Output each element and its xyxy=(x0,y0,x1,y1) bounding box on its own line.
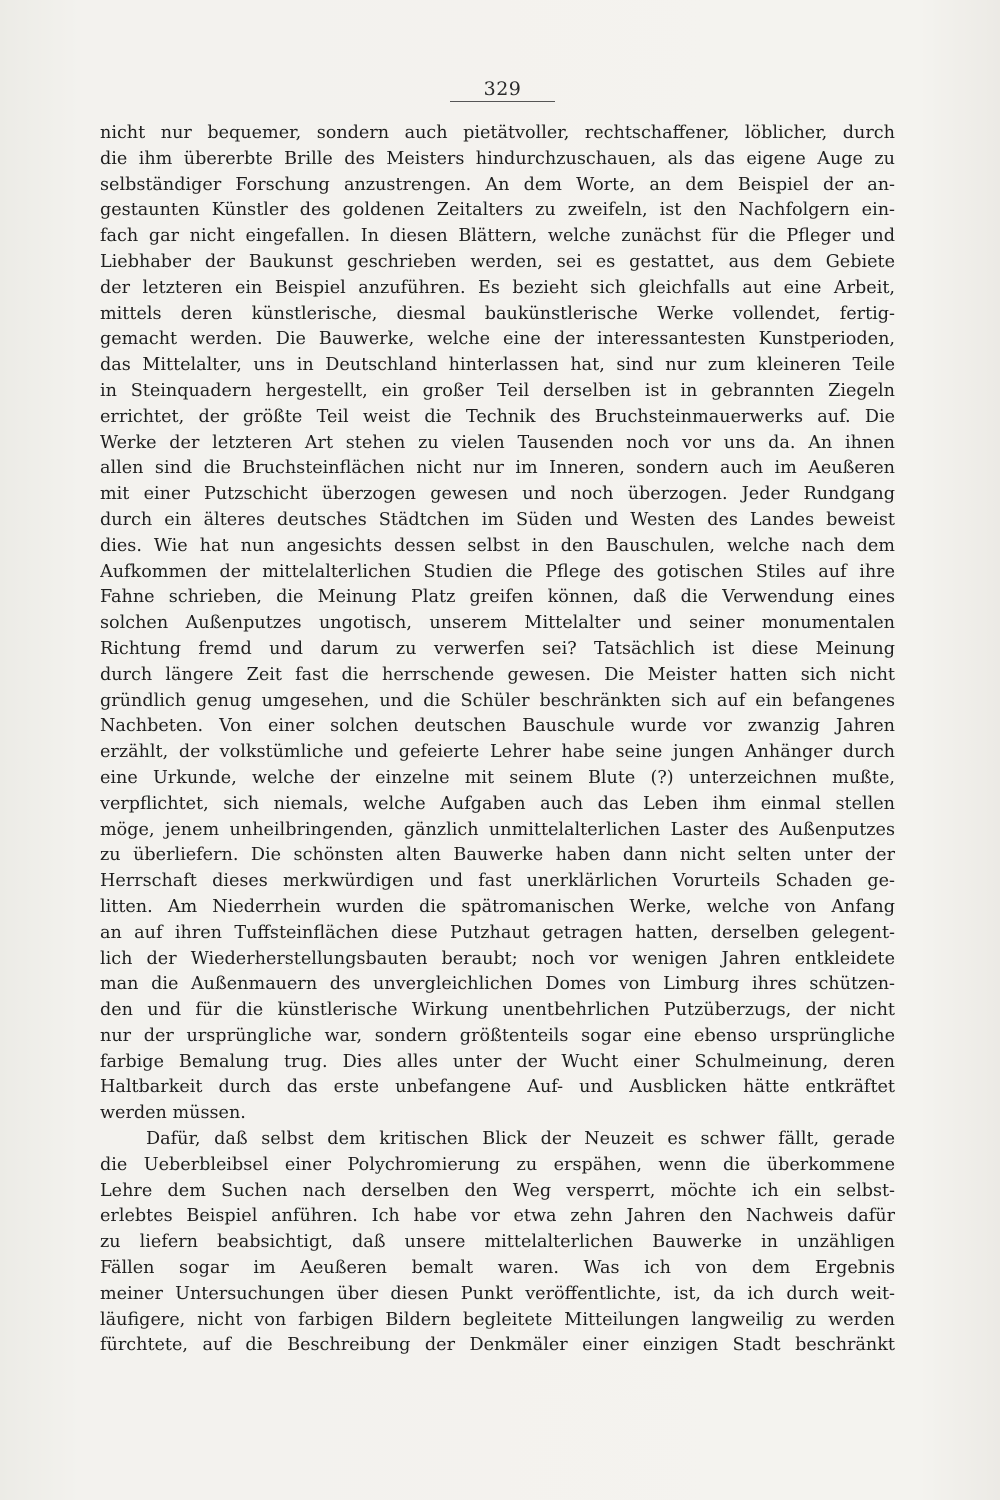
text-line: den und für die künstlerische Wirkung unentbehrlichen Putzüberzugs, der nicht xyxy=(100,1000,895,1021)
text-line: meiner Untersuchungen über diesen Punkt veröffentlichte, ist, da ich durch weit- xyxy=(100,1283,895,1304)
header-rule xyxy=(450,101,555,102)
text-line: eine Urkunde, welche der einzelne mit seinem Blute (?) unterzeichnen mußte, xyxy=(100,767,895,788)
text-line: fach gar nicht eingefallen. In diesen Blättern, welche zunächst für die Pfleger und xyxy=(100,226,895,247)
text-line: lich der Wiederherstellungsbauten beraubt; noch vor wenigen Jahren entkleidete xyxy=(100,948,895,969)
text-line: verpflichtet, sich niemals, welche Aufgaben auch das Leben ihm einmal stellen xyxy=(100,793,895,814)
text-line: selbständiger Forschung anzustrengen. An dem Worte, an dem Beispiel der an- xyxy=(100,174,895,195)
text-line: durch ein älteres deutsches Städtchen im Süden und Westen des Landes beweist xyxy=(100,509,895,530)
text-line: gemacht werden. Die Bauwerke, welche eine der interessantesten Kunstperioden, xyxy=(100,329,895,350)
text-line: farbige Bemalung trug. Dies alles unter der Wucht einer Schulmeinung, deren xyxy=(100,1051,895,1072)
page-header xyxy=(450,78,555,102)
text-line: das Mittelalter, uns in Deutschland hinterlassen hat, sind nur zum kleineren Teile xyxy=(100,355,895,376)
text-line: werden müssen. xyxy=(100,1103,246,1124)
text-line: die ihm übererbte Brille des Meisters hindurchzuschauen, als das eigene Auge zu xyxy=(100,148,895,169)
text-line: gestaunten Künstler des goldenen Zeitalters zu zweifeln, ist den Nachfolgern ein- xyxy=(100,200,895,221)
text-line: errichtet, der größte Teil weist die Technik des Bruchsteinmauerwerks auf. Die xyxy=(100,406,895,427)
text-line: in Steinquadern hergestellt, ein großer Teil derselben ist in gebrannten Ziegeln xyxy=(100,380,895,401)
text-line: erzählt, der volkstümliche und gefeierte Lehrer habe seine jungen Anhänger durch xyxy=(100,742,895,763)
text-line: der letzteren ein Beispiel anzuführen. Es bezieht sich gleichfalls aut eine Arbeit, xyxy=(100,277,895,298)
text-line: allen sind die Bruchsteinflächen nicht nur im Inneren, sondern auch im Aeußeren xyxy=(100,458,895,479)
text-line: durch längere Zeit fast die herrschende gewesen. Die Meister hatten sich nicht xyxy=(100,664,895,685)
text-line: Richtung fremd und darum zu verwerfen sei? Tatsächlich ist diese Meinung xyxy=(100,638,895,659)
text-line: mit einer Putzschicht überzogen gewesen und noch überzogen. Jeder Rundgang xyxy=(100,484,895,505)
text-line: Herrschaft dieses merkwürdigen und fast unerklärlichen Vorurteils Schaden ge- xyxy=(100,871,895,892)
text-line: Haltbarkeit durch das erste unbefangene Auf- und Ausblicken hätte entkräftet xyxy=(100,1077,895,1098)
text-line: Liebhaber der Baukunst geschrieben werden, sei es gestattet, aus dem Gebiete xyxy=(100,251,895,272)
text-line: Nachbeten. Von einer solchen deutschen Bauschule wurde vor zwanzig Jahren xyxy=(100,716,895,737)
text-line: solchen Außenputzes ungotisch, unserem Mittelalter und seiner monumentalen xyxy=(100,613,895,634)
text-line: fürchtete, auf die Beschreibung der Denkmäler einer einzigen Stadt beschränkt xyxy=(100,1335,895,1356)
text-line: man die Außenmauern des unvergleichlichen Domes von Limburg ihres schützen- xyxy=(100,974,895,995)
text-line: dies. Wie hat nun angesichts dessen selbst in den Bauschulen, welche nach dem xyxy=(100,535,895,556)
text-line: an auf ihren Tuffsteinflächen diese Putzhaut getragen hatten, derselben gelegent- xyxy=(100,922,895,943)
page-number: 329 xyxy=(483,78,522,100)
text-line: nicht nur bequemer, sondern auch pietätvoller, rechtschaffener, löblicher, durch xyxy=(100,123,895,143)
text-line: erlebtes Beispiel anführen. Ich habe vor etwa zehn Jahren den Nachweis dafür xyxy=(100,1206,895,1227)
text-line: gründlich genug umgesehen, und die Schüler beschränkten sich auf ein befangenes xyxy=(100,690,895,711)
text-line: mittels deren künstlerische, diesmal baukünstlerische Werke vollendet, fertig- xyxy=(100,303,895,324)
text-line: zu liefern beabsichtigt, daß unsere mittelalterlichen Bauwerke in unzähligen xyxy=(100,1232,895,1253)
text-line: Fahne schrieben, die Meinung Platz greifen können, daß die Verwendung eines xyxy=(100,587,895,608)
text-line: läufigere, nicht von farbigen Bildern begleitete Mitteilungen langweilig zu werden xyxy=(100,1309,895,1330)
text-line: litten. Am Niederrhein wurden die spätromanischen Werke, welche von Anfang xyxy=(100,896,895,917)
text-line: Werke der letzteren Art stehen zu vielen Tausenden noch vor uns da. An ihnen xyxy=(100,432,895,453)
text-line: nur der ursprüngliche war, sondern größtenteils sogar eine ebenso ursprüngliche xyxy=(100,1025,895,1046)
text-line: zu überliefern. Die schönsten alten Bauwerke haben dann nicht selten unter der xyxy=(100,845,895,866)
text-line: Aufkommen der mittelalterlichen Studien die Pflege des gotischen Stiles auf ihre xyxy=(100,561,895,582)
text-line: Fällen sogar im Aeußeren bemalt waren. Was ich von dem Ergebnis xyxy=(100,1258,895,1279)
text-line: die Ueberbleibsel einer Polychromierung zu erspähen, wenn die überkommene xyxy=(100,1154,895,1175)
text-line: möge, jenem unheilbringenden, gänzlich unmittelalterlichen Laster des Außenputzes xyxy=(100,819,895,840)
body-text xyxy=(100,121,895,1359)
text-line: Lehre dem Suchen nach derselben den Weg versperrt, möchte ich ein selbst- xyxy=(100,1180,895,1201)
text-line: Dafür, daß selbst dem kritischen Blick der Neuzeit es schwer fällt, gerade xyxy=(146,1129,895,1150)
